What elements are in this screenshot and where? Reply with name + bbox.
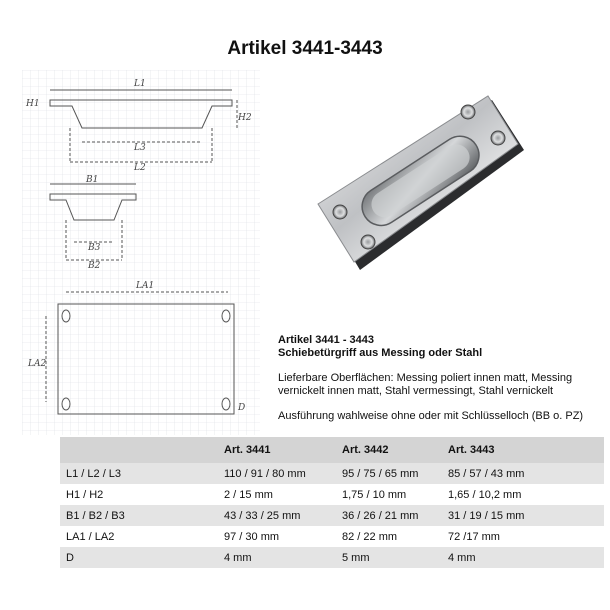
header-cell: Art. 3442 — [342, 444, 389, 456]
row-label: L1 / L2 / L3 — [66, 467, 122, 480]
row-label: B1 / B2 / B3 — [66, 509, 125, 522]
table-cell: 36 / 26 / 21 mm — [342, 509, 419, 522]
table-cell: 85 / 57 / 43 mm — [448, 467, 525, 480]
sketch-label-la2: LA2 — [28, 359, 47, 369]
description-subheading: Schiebetürgriff aus Messing oder Stahl — [278, 347, 483, 359]
sketch-label-h1: H1 — [26, 99, 40, 109]
table-cell: 97 / 30 mm — [224, 530, 280, 543]
table-cell: 31 / 19 / 15 mm — [448, 509, 525, 522]
sketch-label-la1: LA1 — [136, 281, 155, 291]
table-cell: 2 / 15 mm — [224, 488, 273, 501]
technical-sketch — [22, 70, 260, 435]
table-cell: 4 mm — [224, 551, 252, 564]
screw-hole-1 — [461, 105, 475, 119]
table-row — [60, 547, 604, 568]
sketch-label-l1: L1 — [134, 79, 146, 89]
header-cell: Art. 3443 — [448, 444, 495, 456]
header-cell: Art. 3441 — [224, 444, 271, 456]
table-cell: 5 mm — [342, 551, 370, 564]
table-cell: 82 / 22 mm — [342, 530, 398, 543]
table-cell: 95 / 75 / 65 mm — [342, 467, 419, 480]
product-description — [278, 334, 608, 423]
table-row — [60, 505, 604, 526]
table-header-row — [60, 437, 604, 463]
row-label: D — [66, 551, 74, 564]
table-cell: 110 / 91 / 80 mm — [224, 467, 306, 480]
table-cell: 1,65 / 10,2 mm — [448, 488, 522, 501]
sketch-label-b1: B1 — [86, 175, 99, 185]
sketch-label-l2: L2 — [134, 163, 146, 173]
sketch-label-h2: H2 — [238, 113, 252, 123]
description-heading: Artikel 3441 - 3443 — [278, 334, 375, 346]
table-row — [60, 484, 604, 505]
handle-photo-icon — [302, 86, 548, 282]
row-label: H1 / H2 — [66, 488, 104, 501]
sketch-label-l3: L3 — [134, 143, 146, 153]
sketch-label-b3: B3 — [88, 243, 101, 253]
screw-hole-4 — [361, 235, 375, 249]
description-surfaces: Lieferbare Oberflächen: Messing poliert innen matt, Messing vernickelt innen matt, Stahl vermessingt, Stahl vernickelt — [278, 372, 573, 397]
screw-hole-3 — [333, 205, 347, 219]
table-cell: 1,75 / 10 mm — [342, 488, 407, 501]
table-row — [60, 463, 604, 484]
screw-hole-2 — [491, 131, 505, 145]
table-cell: 72 /17 mm — [448, 530, 500, 543]
table-row — [60, 526, 604, 547]
sketch-label-b2: B2 — [88, 261, 101, 271]
sketch-label-d: D — [238, 403, 246, 413]
table-cell: 4 mm — [448, 551, 476, 564]
page-title: Artikel 3441-3443 — [227, 38, 383, 59]
header-cell — [60, 437, 218, 463]
description-option: Ausführung wahlweise ohne oder mit Schlüsselloch (BB o. PZ) — [278, 410, 584, 422]
spec-table — [60, 437, 604, 568]
table-cell: 43 / 33 / 25 mm — [224, 509, 301, 522]
row-label: LA1 / LA2 — [66, 530, 115, 543]
